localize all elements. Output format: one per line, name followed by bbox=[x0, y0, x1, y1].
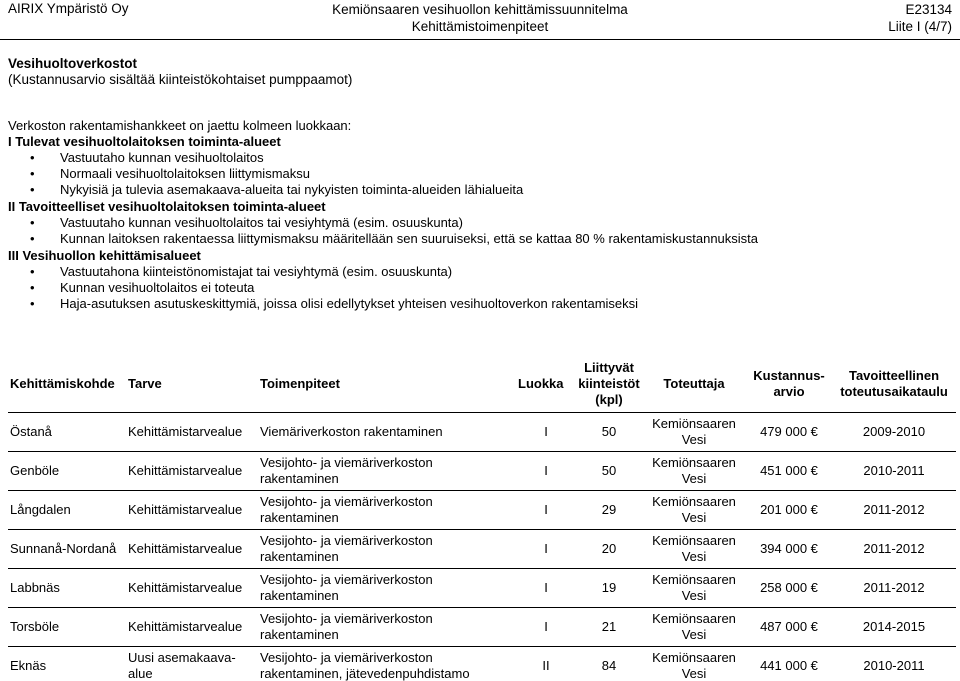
cell-toteuttaja: Kemiönsaaren Vesi bbox=[642, 490, 746, 529]
cell-toimenpiteet: Vesijohto- ja viemäriverkoston rakentaminen bbox=[258, 568, 516, 607]
cell-toteuttaja: Kemiönsaaren Vesi bbox=[642, 529, 746, 568]
section-title: Vesihuoltoverkostot bbox=[8, 56, 138, 71]
cell-luokka: I bbox=[516, 451, 576, 490]
cell-aikataulu: 2011-2012 bbox=[832, 529, 956, 568]
intro-text: Verkoston rakentamishankkeet on jaettu kolmeen luokkaan: bbox=[8, 118, 352, 133]
section-subtitle: (Kustannusarvio sisältää kiinteistökohtaiset pumppaamot) bbox=[8, 72, 353, 87]
list-item: • Vastuutahona kiinteistönomistajat tai vesiyhtymä (esim. osuuskunta) bbox=[8, 264, 638, 280]
cell-aikataulu: 2009-2010 bbox=[832, 412, 956, 451]
appendix-page: Liite I (4/7) bbox=[888, 19, 952, 34]
cell-toimenpiteet: Vesijohto- ja viemäriverkoston rakentaminen bbox=[258, 451, 516, 490]
table-row bbox=[8, 529, 956, 568]
cell-kpl: 21 bbox=[576, 607, 642, 646]
table-row bbox=[8, 607, 956, 646]
cell-tarve: Kehittämistarvealue bbox=[126, 451, 258, 490]
cell-toteuttaja: Kemiönsaaren Vesi bbox=[642, 607, 746, 646]
cell-kohde: Labbnäs bbox=[8, 568, 126, 607]
cell-aikataulu: 2011-2012 bbox=[832, 568, 956, 607]
list-item: • Nykyisiä ja tulevia asemakaava-alueita tai nykyisten toiminta-alueiden lähialueita bbox=[8, 182, 523, 198]
col-header-aikataulu: Tavoitteellinen toteutusaikataulu bbox=[832, 356, 956, 412]
cell-tarve: Kehittämistarvealue bbox=[126, 607, 258, 646]
cell-tarve: Kehittämistarvealue bbox=[126, 568, 258, 607]
document-title-line2: Kehittämistoimenpiteet bbox=[411, 19, 549, 34]
cell-tarve: Kehittämistarvealue bbox=[126, 412, 258, 451]
project-number: E23134 bbox=[905, 2, 952, 17]
cell-luokka: I bbox=[516, 490, 576, 529]
cell-aikataulu: 2010-2011 bbox=[863, 657, 925, 673]
document-reference bbox=[888, 1, 952, 35]
category-title: I Tulevat vesihuoltolaitoksen toiminta-alueet bbox=[8, 134, 281, 149]
table-header-row bbox=[8, 356, 956, 412]
cell-kustannus: 201 000 € bbox=[746, 490, 832, 529]
cell-luokka: I bbox=[516, 529, 576, 568]
col-header-toteuttaja: Toteuttaja bbox=[642, 356, 746, 412]
category-list bbox=[8, 264, 638, 313]
table-row bbox=[8, 568, 956, 607]
cell-kustannus: 479 000 € bbox=[746, 412, 832, 451]
cell-kpl: 19 bbox=[576, 568, 642, 607]
cell-luokka: I bbox=[516, 607, 576, 646]
development-table bbox=[8, 356, 956, 681]
cell-aikataulu: 2014-2015 bbox=[832, 607, 956, 646]
page-header bbox=[0, 0, 960, 40]
table-row bbox=[8, 646, 956, 681]
cell-kustannus: 487 000 € bbox=[746, 607, 832, 646]
cell-toimenpiteet: Viemäriverkoston rakentaminen bbox=[258, 412, 516, 451]
cell-tarve: Uusi asemakaava-alue bbox=[128, 649, 236, 681]
cell-aikataulu: 2011-2012 bbox=[832, 490, 956, 529]
cell-toteuttaja: Kemiönsaaren Vesi bbox=[642, 568, 746, 607]
cell-kohde: Torsböle bbox=[8, 607, 126, 646]
cell-luokka: II bbox=[542, 657, 550, 673]
cell-kohde: Långdalen bbox=[8, 490, 126, 529]
category-title: II Tavoitteelliset vesihuoltolaitoksen toiminta-alueet bbox=[8, 199, 326, 214]
cell-kpl: 84 bbox=[601, 657, 617, 673]
company-name: AIRIX Ympäristö Oy bbox=[8, 1, 129, 16]
cell-kustannus: 451 000 € bbox=[746, 451, 832, 490]
cell-tarve: Kehittämistarvealue bbox=[126, 529, 258, 568]
col-header-luokka: Luokka bbox=[516, 356, 576, 412]
table-row bbox=[8, 490, 956, 529]
cell-aikataulu: 2010-2011 bbox=[832, 451, 956, 490]
document-title bbox=[0, 1, 960, 35]
col-header-kohde: Kehittämiskohde bbox=[8, 356, 126, 412]
document-title-line1: Kemiönsaaren vesihuollon kehittämissuunnitelma bbox=[332, 2, 628, 17]
col-header-kustannus: Kustannus-arvio bbox=[746, 356, 832, 412]
col-header-liittyvat: Liittyvät kiinteistöt (kpl) bbox=[576, 356, 642, 412]
cell-kohde: Sunnanå-Nordanå bbox=[8, 529, 126, 568]
cell-kohde: Genböle bbox=[8, 451, 126, 490]
cell-kustannus: 441 000 € bbox=[760, 657, 818, 673]
category-list bbox=[8, 215, 758, 247]
list-item: • Vastuutaho kunnan vesihuoltolaitos tai vesiyhtymä (esim. osuuskunta) bbox=[8, 215, 758, 231]
cell-toteuttaja: Kemiönsaaren Vesi bbox=[642, 412, 746, 451]
cell-toteuttaja: Kemiönsaaren Vesi bbox=[652, 649, 736, 681]
table-row bbox=[8, 451, 956, 490]
cell-toimenpiteet: Vesijohto- ja viemäriverkoston rakentaminen bbox=[258, 607, 516, 646]
list-item: • Kunnan laitoksen rakentaessa liittymismaksu määritellään sen suuruiseksi, että se kattaa 80 % rakentamiskustannuksista bbox=[8, 231, 758, 247]
cell-kpl: 50 bbox=[576, 412, 642, 451]
cell-kpl: 20 bbox=[576, 529, 642, 568]
cell-toteuttaja: Kemiönsaaren Vesi bbox=[642, 451, 746, 490]
category-group-1 bbox=[8, 134, 523, 199]
cell-toimenpiteet: Vesijohto- ja viemäriverkoston rakentaminen, jätevedenpuhdistamo bbox=[260, 649, 470, 681]
cell-toimenpiteet: Vesijohto- ja viemäriverkoston rakentaminen bbox=[258, 529, 516, 568]
cell-kohde: Eknäs bbox=[10, 657, 47, 673]
cell-kohde: Östanå bbox=[8, 412, 126, 451]
col-header-toimenpiteet: Toimenpiteet bbox=[258, 356, 516, 412]
col-header-tarve: Tarve bbox=[126, 356, 258, 412]
cell-kpl: 29 bbox=[576, 490, 642, 529]
list-item: • Normaali vesihuoltolaitoksen liittymismaksu bbox=[8, 166, 523, 182]
category-title: III Vesihuollon kehittämisalueet bbox=[8, 248, 201, 263]
cell-toimenpiteet: Vesijohto- ja viemäriverkoston rakentaminen bbox=[258, 490, 516, 529]
cell-tarve: Kehittämistarvealue bbox=[126, 490, 258, 529]
cell-kustannus: 258 000 € bbox=[746, 568, 832, 607]
cell-luokka: I bbox=[516, 412, 576, 451]
list-item: • Haja-asutuksen asutuskeskittymiä, joissa olisi edellytykset yhteisen vesihuoltoverkon rakentamiseksi bbox=[8, 296, 638, 312]
category-list bbox=[8, 150, 523, 199]
list-item: • Vastuutaho kunnan vesihuoltolaitos bbox=[8, 150, 523, 166]
category-group-2 bbox=[8, 199, 758, 247]
list-item: • Kunnan vesihuoltolaitos ei toteuta bbox=[8, 280, 638, 296]
cell-kustannus: 394 000 € bbox=[746, 529, 832, 568]
category-group-3 bbox=[8, 248, 638, 313]
table-row bbox=[8, 412, 956, 451]
cell-kpl: 50 bbox=[576, 451, 642, 490]
cell-luokka: I bbox=[516, 568, 576, 607]
